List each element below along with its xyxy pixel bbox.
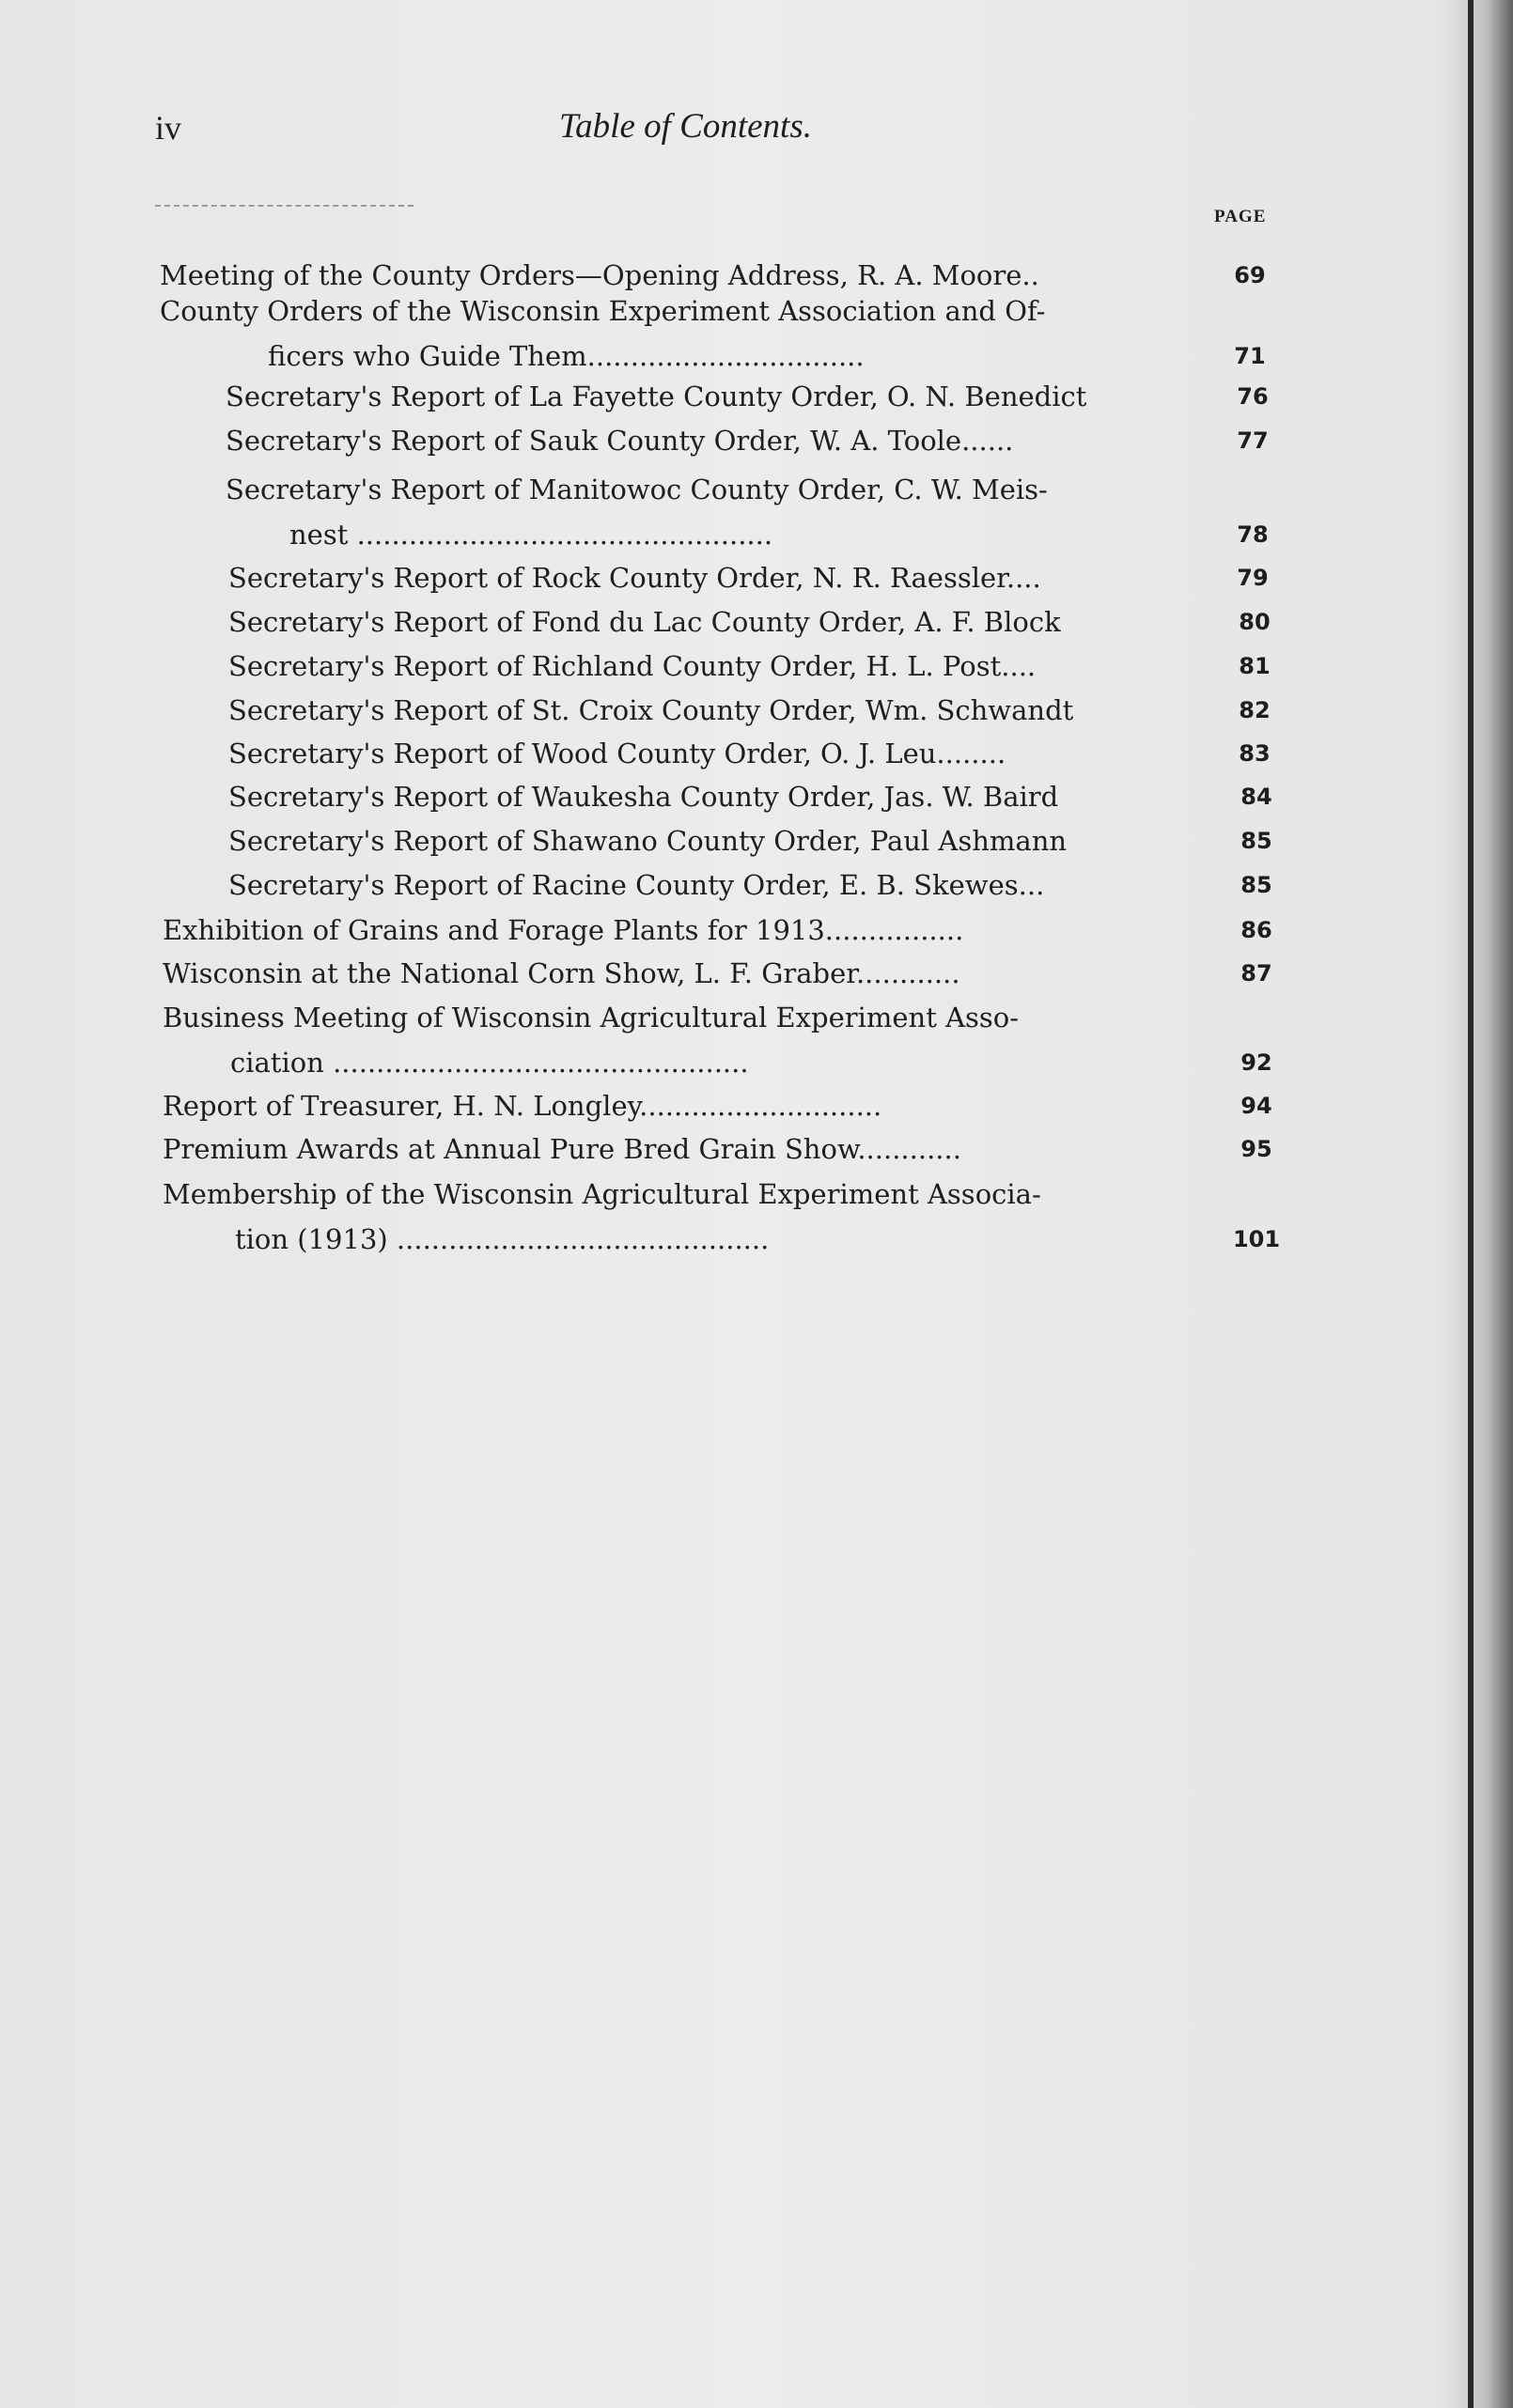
toc-entry-line (0, 1127, 1513, 1171)
toc-entry-text: tion (1913) ........................................... (235, 1223, 770, 1255)
toc-page-number: 92 (1240, 1049, 1272, 1076)
toc-page-number: 78 (1237, 521, 1269, 548)
toc-entry-line (0, 1218, 1513, 1261)
toc-page-number: 69 (1234, 262, 1266, 288)
toc-page-number: 87 (1240, 960, 1272, 987)
toc-entry-text: Wisconsin at the National Corn Show, L. F. Graber............ (163, 957, 960, 989)
toc-entry-text: Meeting of the County Orders—Opening Address, R. A. Moore.. (160, 259, 1039, 291)
toc-page-number: 83 (1239, 740, 1271, 767)
toc-page-number: 71 (1234, 343, 1266, 369)
toc-entry-line (0, 1173, 1513, 1216)
toc-entry-line (0, 289, 1513, 333)
toc-page-number: 94 (1240, 1093, 1272, 1119)
toc-entry-text: Premium Awards at Annual Pure Bred Grain Show............ (163, 1133, 961, 1165)
toc-entry-text: Secretary's Report of Shawano County Order, Paul Ashmann (228, 825, 1068, 857)
toc-entry-line (0, 909, 1513, 952)
toc-page-number: 101 (1232, 1226, 1281, 1252)
toc-page-number: 80 (1239, 609, 1271, 635)
toc-page-number: 85 (1240, 872, 1272, 898)
toc-entry-line (0, 375, 1513, 418)
toc-page-number: 85 (1240, 828, 1272, 854)
running-title: Table of Contents. (559, 107, 812, 146)
toc-entry-text: Secretary's Report of Richland County Order, H. L. Post.... (228, 650, 1037, 682)
toc-entry-text: Secretary's Report of St. Croix County Order, Wm. Schwandt (228, 694, 1074, 726)
toc-entry-line (0, 645, 1513, 688)
toc-entry-text: Secretary's Report of Fond du Lac County Order, A. F. Block (228, 606, 1061, 638)
page-folio: iv (155, 109, 182, 147)
toc-page-number: 84 (1240, 784, 1272, 810)
toc-page-number: 86 (1240, 917, 1272, 943)
toc-entry-text: Secretary's Report of La Fayette County Order, O. N. Benedict (226, 381, 1087, 412)
toc-entry-text: County Orders of the Wisconsin Experiment Association and Of- (160, 295, 1046, 327)
toc-entry-text: Secretary's Report of Sauk County Order, W. A. Toole...... (226, 425, 1014, 457)
toc-page-number: 81 (1239, 653, 1271, 679)
toc-entry-text: Membership of the Wisconsin Agricultural Experiment Associa- (163, 1178, 1041, 1210)
toc-entry-text: nest ................................................ (289, 519, 773, 551)
toc-entry-line (0, 1041, 1513, 1084)
toc-entry-line (0, 334, 1513, 378)
toc-page-number: 77 (1237, 427, 1269, 454)
toc-entry-text: Secretary's Report of Rock County Order, N. R. Raessler.... (228, 562, 1041, 594)
toc-entry-line (0, 732, 1513, 775)
toc-entry-text: ciation ................................................ (230, 1047, 749, 1079)
toc-entry-line (0, 775, 1513, 818)
toc-entry-text: Secretary's Report of Racine County Order, E. B. Skewes... (228, 869, 1045, 901)
toc-page-number: 95 (1240, 1136, 1272, 1162)
toc-entry-line (0, 863, 1513, 907)
toc-entry-text: Secretary's Report of Waukesha County Order, Jas. W. Baird (228, 781, 1059, 813)
toc-entry-line (0, 689, 1513, 732)
toc-entry-line (0, 819, 1513, 862)
toc-entry-text: Secretary's Report of Manitowoc County Order, C. W. Meis- (226, 474, 1048, 505)
toc-entry-line (0, 600, 1513, 644)
toc-entry-line (0, 996, 1513, 1039)
toc-entry-line (0, 419, 1513, 462)
toc-entry-text: Business Meeting of Wisconsin Agricultural Experiment Asso- (163, 1002, 1020, 1033)
toc-page-number: 79 (1237, 565, 1269, 591)
toc-entry-text: Report of Treasurer, H. N. Longley............................ (163, 1090, 882, 1122)
toc-page-number: 76 (1237, 383, 1269, 410)
page-column-label: PAGE (1214, 207, 1267, 226)
toc-page-number: 82 (1239, 697, 1271, 723)
toc-entry-line (0, 556, 1513, 599)
toc-entry-line (0, 1084, 1513, 1127)
toc-entry-text: Secretary's Report of Wood County Order, O. J. Leu........ (228, 738, 1006, 769)
toc-entry-line (0, 952, 1513, 995)
top-rule (155, 205, 413, 207)
toc-entry-text: Exhibition of Grains and Forage Plants for 1913................ (163, 914, 964, 946)
toc-entry-line (0, 468, 1513, 511)
toc-entry-line (0, 513, 1513, 556)
toc-entry-text: ficers who Guide Them................................ (268, 340, 865, 372)
